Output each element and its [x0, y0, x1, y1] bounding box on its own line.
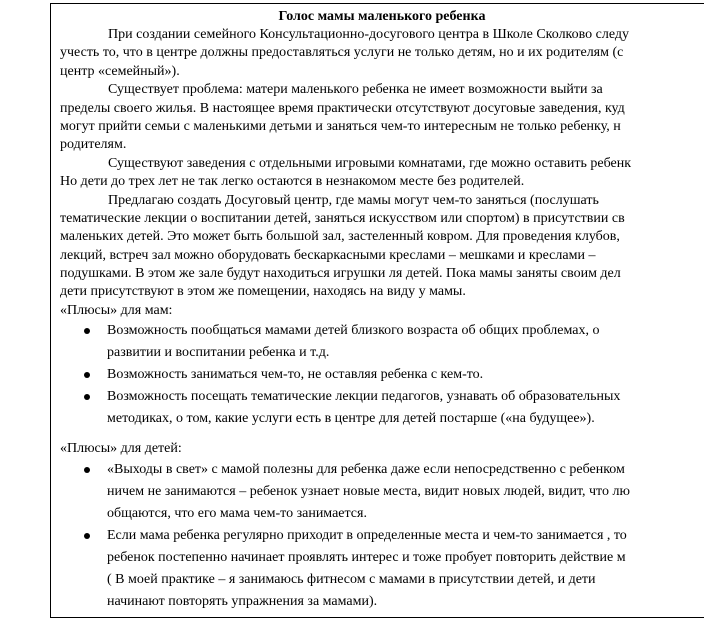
list-item [60, 320, 704, 364]
list-item-line: общаются, что его мама чем-то занимается. [107, 505, 367, 521]
paragraph-1 [60, 26, 704, 81]
list-item-line: «Выходы в свет» с мамой полезны для ребенка даже если непосредственно с ребенком [107, 461, 625, 477]
bullet-icon [84, 394, 90, 400]
list-item-line: Возможность пообщаться мамами детей близкого возраста об общих проблемах, о [107, 323, 600, 339]
list-item [60, 459, 704, 525]
paragraph-line: При создании семейного Консультационно-досугового центра в Школе Сколково следу [108, 27, 630, 42]
list-item-line: Если мама ребенка регулярно приходит в определенные места и чем-то занимается , то [107, 527, 627, 543]
paragraph-line: маленьких детей. Это может быть большой зал, застеленный ковром. Для проведения клубов, [60, 229, 620, 245]
paragraph-line: пределы своего жилья. В настоящее время практически отсутствуют досуговые заведения, куд [60, 100, 625, 116]
list-item-line: развитии и воспитании ребенка и т.д. [107, 345, 330, 361]
list-item-line: Возможность посещать тематические лекции педагогов, узнавать об образовательных [107, 389, 621, 405]
list-item [60, 364, 704, 386]
list-item-line: ничем не занимаются – ребенок узнает новые места, видит новых людей, видит, что лю [107, 483, 630, 499]
bullet-icon [84, 533, 90, 539]
paragraph-line: Но дети до трех лет не так легко остаются в незнакомом месте без родителей. [60, 174, 525, 190]
paragraph-2 [60, 81, 704, 155]
paragraph-line: подушками. В этом же зале будут находиться игрушки ля детей. Пока мамы заняты своим дел [60, 266, 621, 282]
paragraph-line: Предлагаю создать Досуговый центр, где мамы могут чем-то заняться (послушать [108, 192, 599, 208]
paragraph-line: лекций, встреч зал можно оборудовать бескаркасными креслами – мешками и креслами – [60, 247, 596, 263]
paragraph-line: родителям. [60, 137, 127, 153]
paragraph-line: центр «семейный»). [60, 63, 180, 79]
spacer [60, 430, 704, 440]
paragraph-4 [60, 192, 704, 302]
bullet-icon [84, 467, 90, 473]
bullet-icon [84, 328, 90, 334]
list-item [60, 525, 704, 613]
paragraph-line: тематические лекции о воспитании детей, заняться искусством или спортом) в присутствии св [60, 210, 625, 226]
list-item-line: Возможность заниматься чем-то, не оставляя ребенка с кем-то. [107, 367, 484, 383]
list-item [60, 386, 704, 430]
paragraph-3 [60, 155, 704, 192]
list-item-line: начинают повторять упражнения за мамами). [107, 593, 378, 609]
document-body [60, 8, 704, 613]
moms-pluses-list [60, 320, 704, 430]
list-item-line: ( В моей практике – я занимаюсь фитнесом с мамами в присутствии детей, и дети [107, 571, 596, 587]
bullet-icon [84, 372, 90, 378]
moms-pluses-heading: «Плюсы» для мам: [60, 302, 173, 318]
kids-pluses-heading: «Плюсы» для детей: [60, 441, 182, 457]
kids-pluses-list [60, 459, 704, 613]
list-item-line: ребенок постепенно начинает проявлять интерес и тоже пробует повторить действие м [107, 549, 626, 565]
paragraph-line: могут прийти семьи с маленькими детьми и заняться чем-то интересным не только ребенку, н [60, 118, 621, 134]
paragraph-line: Существуют заведения с отдельными игровыми комнатами, где можно оставить ребенк [108, 155, 632, 171]
paragraph-line: Существует проблема: матери маленького ребенка не имеет возможности выйти за [108, 82, 603, 98]
document-title: Голос мамы маленького ребенка [278, 9, 486, 24]
list-item-line: методиках, о том, какие услуги есть в центре для детей постарше («на будущее»). [107, 411, 595, 427]
paragraph-line: дети присутствуют в этом же помещении, находясь на виду у мамы. [60, 284, 466, 300]
paragraph-line: учесть то, что в центре должны предоставляться услуги не только детям, но и их родителям (с [60, 45, 624, 61]
